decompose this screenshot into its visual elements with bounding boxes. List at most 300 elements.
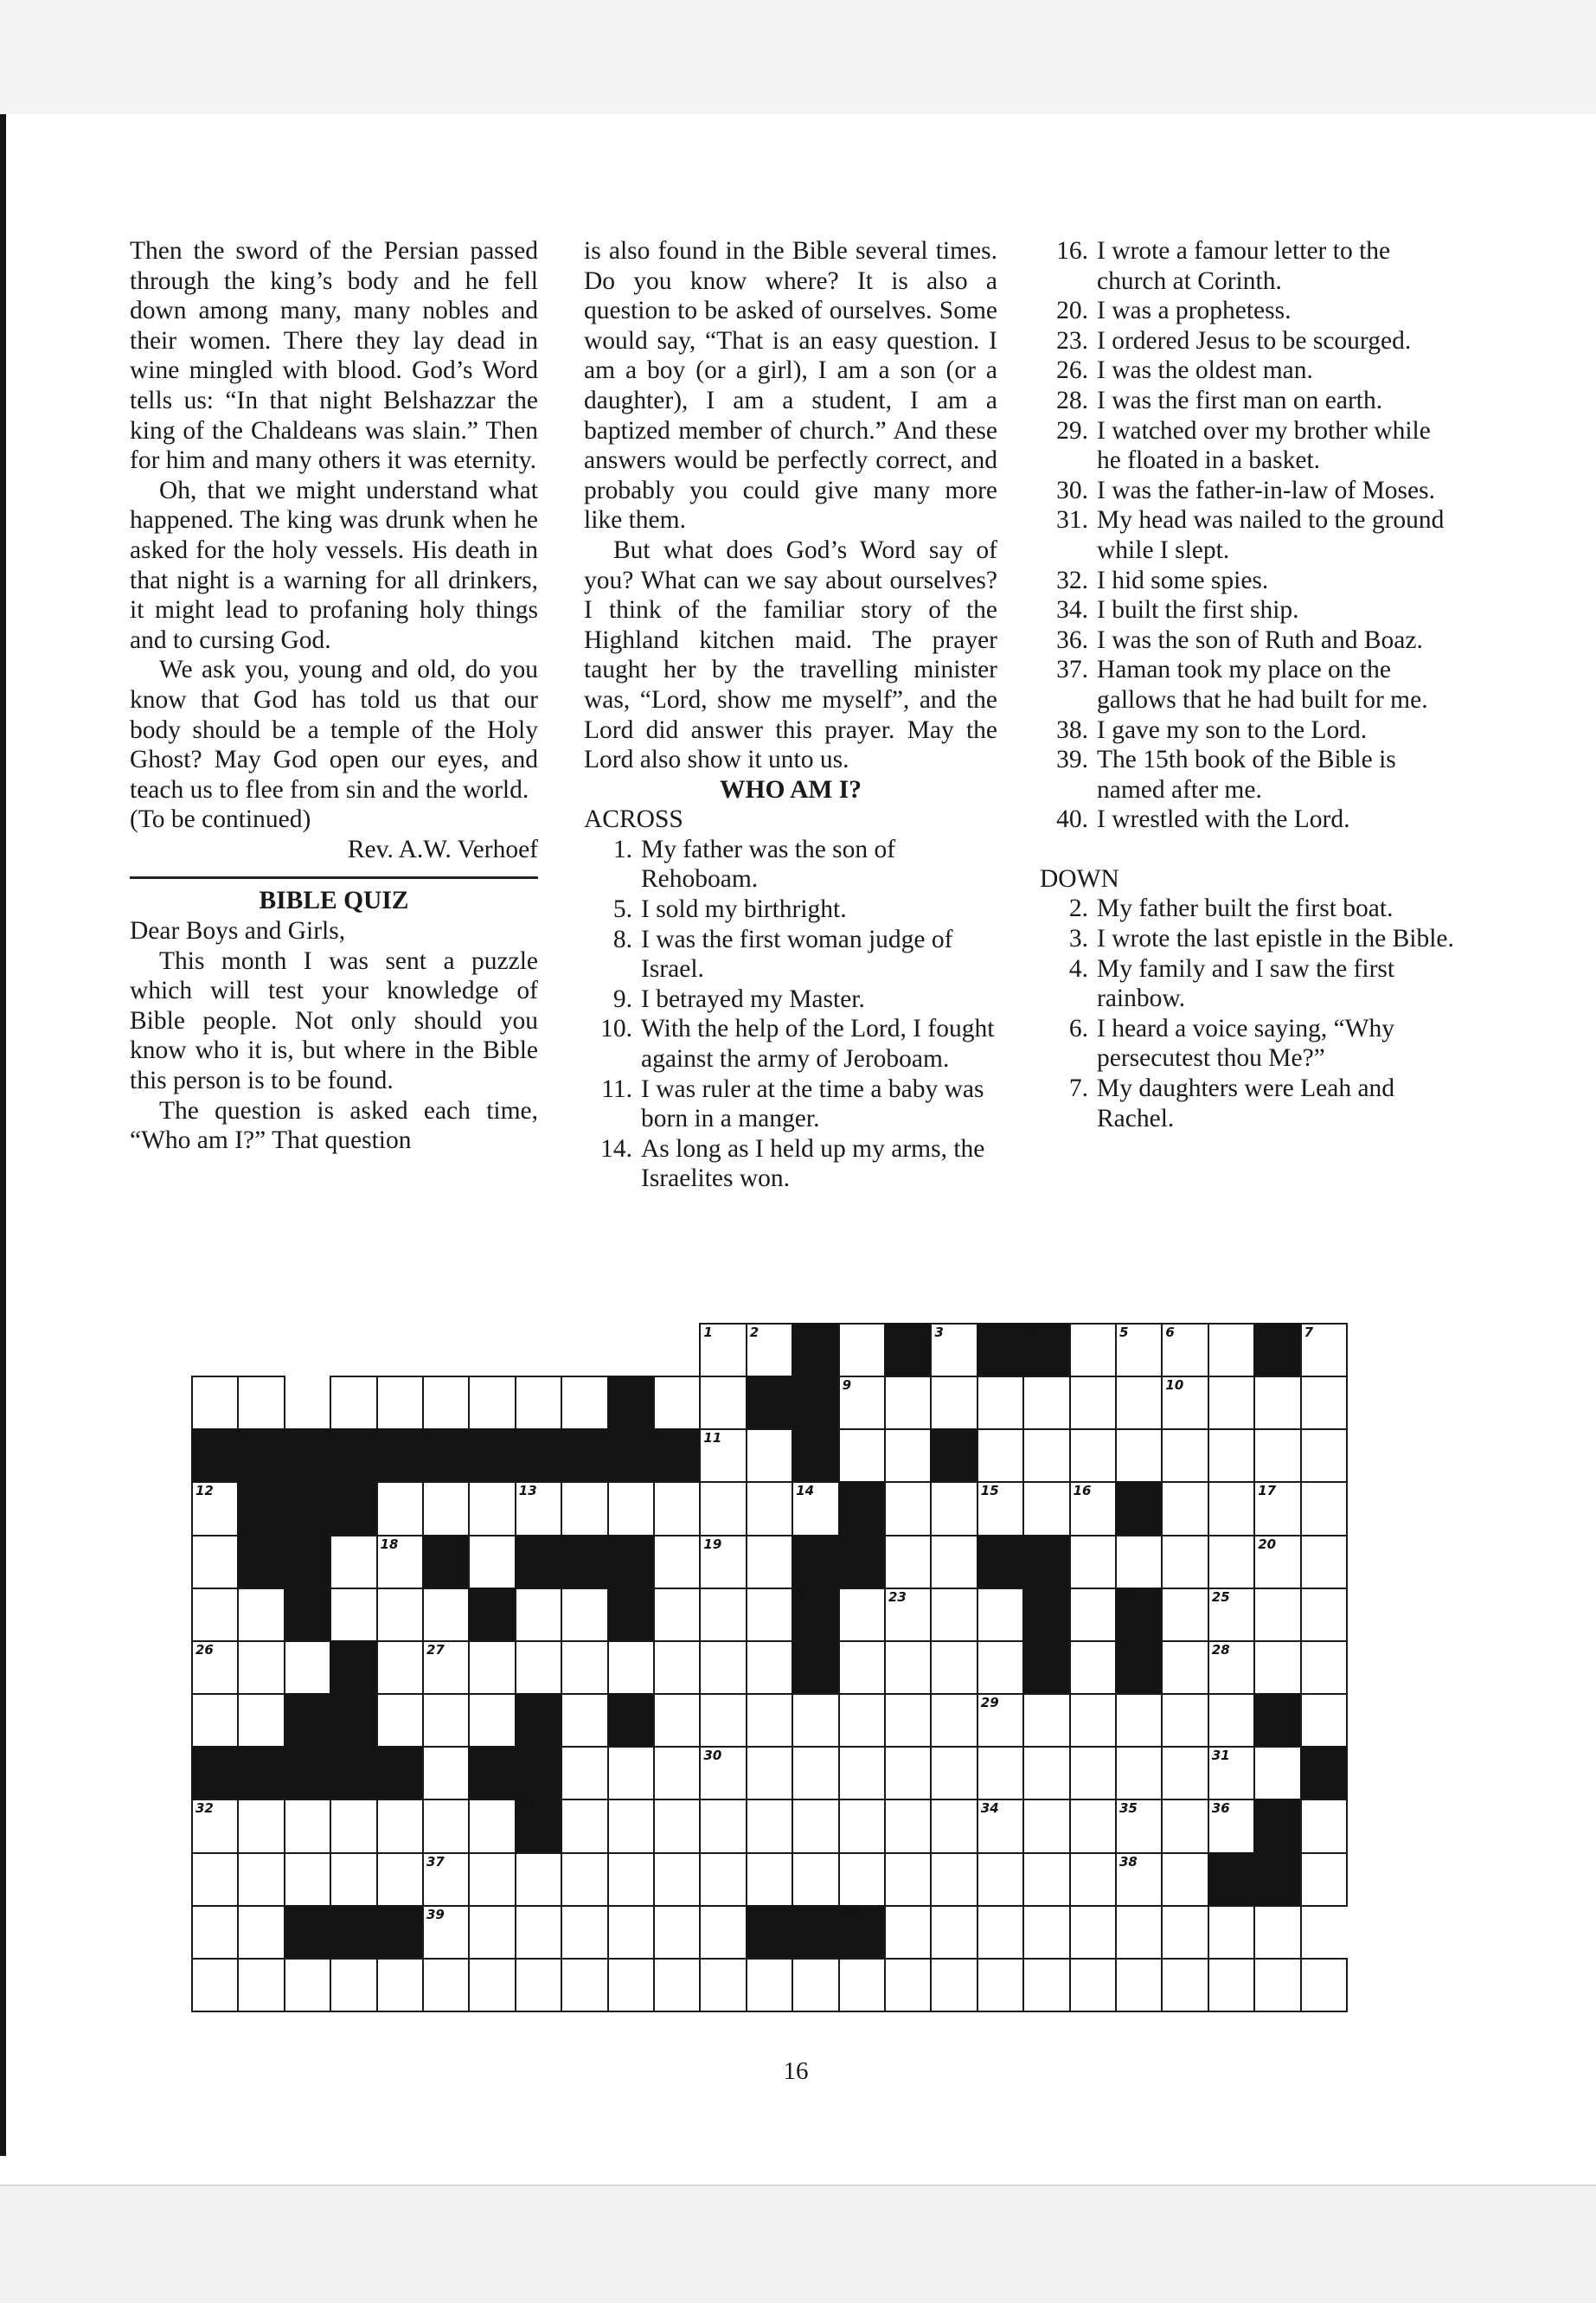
crossword-cell[interactable]	[237, 1588, 285, 1642]
crossword-cell[interactable]	[422, 1481, 470, 1536]
crossword-cell[interactable]	[607, 1958, 655, 2012]
clue-text: I betrayed my Master.	[641, 985, 865, 1013]
crossword-cell[interactable]	[561, 1693, 608, 1748]
crossword-cell[interactable]	[422, 1958, 470, 2012]
crossword-cell[interactable]	[930, 1746, 977, 1800]
crossword-cell[interactable]	[653, 1640, 701, 1695]
crossword-cell[interactable]	[699, 1693, 747, 1748]
crossword-cell[interactable]	[930, 1640, 977, 1695]
crossword-cell[interactable]	[1253, 1481, 1301, 1536]
crossword-cell[interactable]	[884, 1376, 932, 1430]
crossword-cell[interactable]	[1022, 1693, 1070, 1748]
crossword-cell[interactable]	[561, 1958, 608, 2012]
crossword-cell[interactable]	[792, 1852, 839, 1907]
clue-text: I watched over my brother while he floated in a basket.	[1097, 416, 1431, 475]
crossword-cell[interactable]	[376, 1958, 424, 2012]
crossword-cell[interactable]	[422, 1376, 470, 1430]
crossword-cell[interactable]	[561, 1799, 608, 1853]
crossword-block	[468, 1588, 516, 1642]
cell-number: 1	[703, 1325, 713, 1340]
crossword-cell[interactable]	[653, 1905, 701, 1960]
crossword-cell[interactable]	[1022, 1958, 1070, 2012]
crossword-block	[607, 1535, 655, 1589]
cell-number: 6	[1165, 1325, 1175, 1340]
crossword-cell[interactable]	[699, 1588, 747, 1642]
crossword-cell[interactable]	[422, 1852, 470, 1907]
crossword-cell[interactable]	[422, 1799, 470, 1853]
crossword-cell[interactable]	[1208, 1323, 1255, 1377]
crossword-cell[interactable]	[838, 1746, 886, 1800]
crossword-cell[interactable]	[191, 1535, 239, 1589]
crossword-cell[interactable]	[515, 1376, 562, 1430]
crossword-cell[interactable]	[284, 1799, 331, 1853]
article-author: Rev. A.W. Verhoef	[347, 835, 538, 863]
crossword-cell[interactable]	[607, 1640, 655, 1695]
crossword-cell[interactable]	[1022, 1799, 1070, 1853]
crossword-cell[interactable]	[1253, 1535, 1301, 1589]
clue-number: 36.	[1056, 625, 1088, 654]
crossword-cell[interactable]	[838, 1693, 886, 1748]
crossword-cell[interactable]	[1022, 1905, 1070, 1960]
crossword-block	[422, 1535, 470, 1589]
crossword-cell[interactable]	[515, 1905, 562, 1960]
crossword-cell[interactable]	[699, 1640, 747, 1695]
crossword-cell[interactable]	[699, 1428, 747, 1483]
crossword-cell[interactable]	[1300, 1852, 1348, 1907]
crossword-cell[interactable]	[977, 1588, 1024, 1642]
crossword-cell[interactable]	[330, 1852, 377, 1907]
clue-text: The 15th book of the Bible is named after me.	[1097, 746, 1396, 804]
crossword-block	[607, 1588, 655, 1642]
crossword-cell[interactable]	[284, 1958, 331, 2012]
crossword-cell[interactable]	[376, 1852, 424, 1907]
crossword-cell[interactable]	[422, 1640, 470, 1695]
cell-number: 36	[1211, 1800, 1230, 1817]
crossword-cell[interactable]	[468, 1481, 516, 1536]
crossword-cell[interactable]	[653, 1376, 701, 1430]
crossword-block	[792, 1640, 839, 1695]
crossword-cell[interactable]	[468, 1693, 516, 1748]
crossword-cell[interactable]	[1300, 1323, 1348, 1377]
crossword-cell[interactable]	[1069, 1746, 1117, 1800]
crossword-cell[interactable]	[977, 1799, 1024, 1853]
crossword-cell[interactable]	[653, 1535, 701, 1589]
crossword-cell[interactable]	[653, 1588, 701, 1642]
crossword-cell[interactable]	[746, 1640, 793, 1695]
crossword-cell[interactable]	[1161, 1852, 1208, 1907]
crossword-block	[515, 1535, 562, 1589]
crossword-cell[interactable]	[699, 1905, 747, 1960]
crossword-cell[interactable]	[330, 1588, 377, 1642]
cell-number: 29	[980, 1695, 999, 1711]
crossword-cell[interactable]	[1022, 1746, 1070, 1800]
crossword-cell[interactable]	[1208, 1376, 1255, 1430]
crossword-cell[interactable]	[376, 1640, 424, 1695]
cell-number: 33	[516, 1799, 535, 1815]
column-1	[130, 236, 538, 1156]
crossword-block	[838, 1535, 886, 1589]
crossword-cell[interactable]	[1208, 1535, 1255, 1589]
crossword-cell[interactable]	[699, 1799, 747, 1853]
clue-item	[1040, 476, 1461, 506]
crossword-cell[interactable]	[191, 1693, 239, 1748]
crossword-cell[interactable]	[653, 1746, 701, 1800]
clue-item	[1040, 236, 1461, 296]
crossword-cell[interactable]	[1161, 1958, 1208, 2012]
clue-number: 38.	[1056, 715, 1088, 744]
crossword-cell[interactable]	[1115, 1376, 1163, 1430]
crossword-cell[interactable]	[838, 1376, 886, 1430]
crossword-cell[interactable]	[1253, 1376, 1301, 1430]
crossword-cell[interactable]	[746, 1481, 793, 1536]
crossword-cell[interactable]	[191, 1640, 239, 1695]
crossword-cell[interactable]	[1115, 1693, 1163, 1748]
crossword-cell[interactable]	[1300, 1693, 1348, 1748]
clue-text: I was the father-in-law of Moses.	[1097, 476, 1435, 504]
crossword-cell[interactable]	[1115, 1428, 1163, 1483]
crossword-cell[interactable]	[191, 1905, 239, 1960]
crossword-cell[interactable]	[884, 1640, 932, 1695]
crossword-cell[interactable]	[653, 1852, 701, 1907]
crossword-cell[interactable]	[746, 1746, 793, 1800]
crossword-block	[884, 1323, 932, 1377]
crossword-cell[interactable]	[746, 1535, 793, 1589]
crossword-block	[746, 1905, 793, 1960]
crossword-cell[interactable]	[653, 1958, 701, 2012]
crossword-cell[interactable]	[792, 1746, 839, 1800]
crossword-cell[interactable]	[977, 1958, 1024, 2012]
crossword-cell[interactable]	[1161, 1376, 1208, 1430]
crossword-cell[interactable]	[1208, 1693, 1255, 1748]
crossword-cell[interactable]	[1253, 1588, 1301, 1642]
crossword-cell[interactable]	[468, 1640, 516, 1695]
crossword-cell[interactable]	[884, 1746, 932, 1800]
crossword-cell[interactable]	[977, 1905, 1024, 1960]
cell-number: 24	[1118, 1587, 1136, 1603]
crossword-cell[interactable]	[1069, 1852, 1117, 1907]
crossword-cell[interactable]	[607, 1905, 655, 1960]
crossword-cell[interactable]	[1300, 1376, 1348, 1430]
crossword-cell[interactable]	[561, 1746, 608, 1800]
crossword-cell[interactable]	[977, 1693, 1024, 1748]
crossword-cell[interactable]	[561, 1588, 608, 1642]
crossword-cell[interactable]	[1300, 1428, 1348, 1483]
crossword-cell[interactable]	[468, 1535, 516, 1589]
clue-item	[584, 925, 997, 985]
crossword-cell[interactable]	[607, 1799, 655, 1853]
crossword-cell[interactable]	[884, 1799, 932, 1853]
crossword-cell[interactable]	[1161, 1535, 1208, 1589]
crossword-cell[interactable]	[515, 1481, 562, 1536]
clue-number: 11.	[601, 1075, 632, 1103]
crossword-cell[interactable]	[1069, 1428, 1117, 1483]
crossword-cell[interactable]	[1208, 1640, 1255, 1695]
crossword-cell[interactable]	[792, 1958, 839, 2012]
crossword-cell[interactable]	[699, 1746, 747, 1800]
crossword-cell[interactable]	[1208, 1481, 1255, 1536]
crossword-cell[interactable]	[376, 1588, 424, 1642]
cell-number: 37	[426, 1853, 445, 1870]
clue-item	[584, 1134, 997, 1194]
crossword-cell[interactable]	[792, 1799, 839, 1853]
crossword-cell[interactable]	[746, 1693, 793, 1748]
crossword-cell[interactable]	[468, 1799, 516, 1853]
crossword-cell[interactable]	[1161, 1588, 1208, 1642]
crossword-cell[interactable]	[1161, 1799, 1208, 1853]
crossword-cell[interactable]	[1161, 1323, 1208, 1377]
crossword-block	[468, 1746, 516, 1800]
crossword-cell[interactable]	[422, 1693, 470, 1748]
crossword-cell[interactable]	[1022, 1852, 1070, 1907]
clue-item	[1040, 745, 1461, 805]
crossword-cell[interactable]	[930, 1481, 977, 1536]
crossword-cell[interactable]	[330, 1799, 377, 1853]
crossword-cell[interactable]	[1069, 1481, 1117, 1536]
crossword-cell[interactable]	[191, 1799, 239, 1853]
crossword-cell[interactable]	[1208, 1746, 1255, 1800]
crossword-cell[interactable]	[1069, 1376, 1117, 1430]
crossword-cell[interactable]	[1069, 1693, 1117, 1748]
crossword-cell[interactable]	[1208, 1905, 1255, 1960]
crossword-cell[interactable]	[1069, 1535, 1117, 1589]
crossword-cell[interactable]	[1300, 1799, 1348, 1853]
crossword-cell[interactable]	[1069, 1588, 1117, 1642]
crossword-cell[interactable]	[1253, 1428, 1301, 1483]
crossword-block	[1208, 1852, 1255, 1907]
crossword-cell[interactable]	[930, 1693, 977, 1748]
crossword-block	[468, 1428, 516, 1483]
crossword-cell[interactable]	[1161, 1481, 1208, 1536]
crossword-cell[interactable]	[699, 1376, 747, 1430]
crossword-cell[interactable]	[977, 1428, 1024, 1483]
crossword-cell[interactable]	[746, 1428, 793, 1483]
crossword-cell[interactable]	[1115, 1323, 1163, 1377]
crossword-cell[interactable]	[884, 1588, 932, 1642]
crossword-cell[interactable]	[607, 1746, 655, 1800]
crossword-cell[interactable]	[1253, 1746, 1301, 1800]
crossword-cell[interactable]	[284, 1640, 331, 1695]
crossword-cell[interactable]	[930, 1799, 977, 1853]
crossword-cell[interactable]	[1253, 1958, 1301, 2012]
crossword-cell[interactable]	[838, 1640, 886, 1695]
crossword-cell[interactable]	[1161, 1640, 1208, 1695]
crossword-cell[interactable]	[515, 1588, 562, 1642]
crossword-cell[interactable]	[422, 1588, 470, 1642]
crossword-cell[interactable]	[699, 1852, 747, 1907]
crossword-cell[interactable]	[237, 1905, 285, 1960]
crossword-cell[interactable]	[376, 1693, 424, 1748]
crossword-cell[interactable]	[515, 1958, 562, 2012]
crossword-cell[interactable]	[1069, 1323, 1117, 1377]
crossword-cell[interactable]	[1115, 1799, 1163, 1853]
crossword-cell[interactable]	[1300, 1958, 1348, 2012]
crossword-cell[interactable]	[1253, 1905, 1301, 1960]
crossword-cell[interactable]	[930, 1905, 977, 1960]
crossword-cell[interactable]	[330, 1535, 377, 1589]
crossword-cell[interactable]	[330, 1958, 377, 2012]
crossword-block	[284, 1481, 331, 1536]
crossword-cell[interactable]	[977, 1640, 1024, 1695]
crossword-cell[interactable]	[653, 1481, 701, 1536]
crossword-cell[interactable]	[237, 1640, 285, 1695]
crossword-cell[interactable]	[468, 1852, 516, 1907]
crossword-cell[interactable]	[1022, 1481, 1070, 1536]
crossword-block	[1022, 1535, 1070, 1589]
clue-number: 3.	[1068, 925, 1088, 953]
crossword-cell[interactable]	[422, 1905, 470, 1960]
crossword-block	[792, 1905, 839, 1960]
crossword-cell[interactable]	[607, 1481, 655, 1536]
crossword-cell[interactable]	[884, 1852, 932, 1907]
crossword-cell[interactable]	[1161, 1428, 1208, 1483]
crossword-cell[interactable]	[699, 1323, 747, 1377]
crossword-cell[interactable]	[746, 1958, 793, 2012]
crossword-cell[interactable]	[930, 1852, 977, 1907]
cell-number: 2	[749, 1325, 760, 1340]
down-label: DOWN	[1040, 864, 1119, 893]
crossword-cell[interactable]	[1208, 1428, 1255, 1483]
crossword-cell[interactable]	[1300, 1640, 1348, 1695]
crossword-cell[interactable]	[1069, 1905, 1117, 1960]
crossword-cell[interactable]	[191, 1958, 239, 2012]
crossword-cell[interactable]	[653, 1693, 701, 1748]
crossword-cell[interactable]	[699, 1535, 747, 1589]
crossword-cell[interactable]	[607, 1852, 655, 1907]
clue-number: 2.	[1068, 895, 1088, 923]
crossword-cell[interactable]	[561, 1852, 608, 1907]
crossword-cell[interactable]	[191, 1481, 239, 1536]
crossword-cell[interactable]	[1253, 1640, 1301, 1695]
cell-number: 40	[840, 1904, 859, 1921]
cell-number: 25	[1211, 1588, 1230, 1605]
crossword-cell[interactable]	[792, 1693, 839, 1748]
crossword-cell[interactable]	[468, 1905, 516, 1960]
crossword-cell[interactable]	[376, 1535, 424, 1589]
crossword-cell[interactable]	[792, 1481, 839, 1536]
crossword-cell[interactable]	[838, 1588, 886, 1642]
crossword-cell[interactable]	[1300, 1481, 1348, 1536]
crossword-cell[interactable]	[746, 1588, 793, 1642]
crossword-cell[interactable]	[1208, 1588, 1255, 1642]
crossword-cell[interactable]	[1022, 1428, 1070, 1483]
crossword-cell[interactable]	[330, 1376, 377, 1430]
crossword-cell[interactable]	[838, 1428, 886, 1483]
crossword-cell[interactable]	[237, 1693, 285, 1748]
crossword-cell[interactable]	[191, 1376, 239, 1430]
crossword-cell[interactable]	[422, 1746, 470, 1800]
cell-number: 17	[1258, 1483, 1277, 1499]
clue-number: 10.	[600, 1015, 632, 1043]
crossword-cell[interactable]	[515, 1852, 562, 1907]
article-paragraph: Then the sword of the Persian passed through the king’s body and he fell down among many, many nobles and their women. There they lay dead in wine mingled with blood. God’s Word tells us: “In that night Belshazzar the king of the Chaldeans was slain.” Then for him and many others it was eternity.	[130, 237, 538, 475]
crossword-cell[interactable]	[1208, 1958, 1255, 2012]
clue-number: 23.	[1056, 326, 1088, 355]
crossword-cell[interactable]	[561, 1481, 608, 1536]
scan-bottom-margin	[0, 2184, 1596, 2303]
crossword-cell[interactable]	[977, 1481, 1024, 1536]
crossword-cell[interactable]	[884, 1958, 932, 2012]
crossword-cell[interactable]	[977, 1376, 1024, 1430]
crossword-cell[interactable]	[699, 1481, 747, 1536]
across-label: ACROSS	[584, 805, 683, 834]
crossword-cell[interactable]	[237, 1852, 285, 1907]
crossword-block	[1115, 1588, 1163, 1642]
crossword-cell[interactable]	[930, 1323, 977, 1377]
crossword-cell[interactable]	[1115, 1852, 1163, 1907]
crossword-cell[interactable]	[930, 1588, 977, 1642]
crossword-cell[interactable]	[884, 1905, 932, 1960]
crossword-cell[interactable]	[884, 1428, 932, 1483]
crossword-cell[interactable]	[884, 1481, 932, 1536]
crossword-cell[interactable]	[237, 1376, 285, 1430]
crossword-cell[interactable]	[653, 1799, 701, 1853]
cell-number: 4	[1025, 1323, 1035, 1338]
crossword-cell[interactable]	[838, 1852, 886, 1907]
crossword-cell[interactable]	[746, 1323, 793, 1377]
crossword-cell[interactable]	[1161, 1746, 1208, 1800]
crossword-cell[interactable]	[561, 1905, 608, 1960]
crossword-cell[interactable]	[237, 1799, 285, 1853]
crossword-cell[interactable]	[746, 1852, 793, 1907]
crossword-cell[interactable]	[1161, 1905, 1208, 1960]
crossword-cell[interactable]	[884, 1693, 932, 1748]
crossword-cell[interactable]	[884, 1535, 932, 1589]
crossword-cell[interactable]	[561, 1640, 608, 1695]
crossword-cell[interactable]	[376, 1376, 424, 1430]
crossword-cell[interactable]	[1115, 1746, 1163, 1800]
crossword-cell[interactable]	[930, 1535, 977, 1589]
crossword-cell[interactable]	[237, 1958, 285, 2012]
crossword-block	[376, 1746, 424, 1800]
clue-text: I was the first man on earth.	[1097, 386, 1383, 414]
crossword-cell[interactable]	[977, 1852, 1024, 1907]
crossword-cell[interactable]	[930, 1376, 977, 1430]
crossword-cell[interactable]	[977, 1746, 1024, 1800]
crossword-cell[interactable]	[838, 1799, 886, 1853]
crossword-cell[interactable]	[1022, 1376, 1070, 1430]
crossword-cell[interactable]	[1115, 1958, 1163, 2012]
crossword-cell[interactable]	[1161, 1693, 1208, 1748]
crossword-cell[interactable]	[561, 1376, 608, 1430]
crossword-cell[interactable]	[838, 1323, 886, 1377]
crossword-cell[interactable]	[838, 1958, 886, 2012]
crossword-cell[interactable]	[468, 1376, 516, 1430]
crossword-cell[interactable]	[930, 1958, 977, 2012]
crossword-cell[interactable]	[376, 1799, 424, 1853]
clue-number: 32.	[1056, 566, 1088, 594]
crossword-cell[interactable]	[468, 1958, 516, 2012]
crossword-block	[792, 1535, 839, 1589]
crossword-cell[interactable]	[699, 1958, 747, 2012]
crossword-cell[interactable]	[746, 1799, 793, 1853]
crossword-cell[interactable]	[191, 1588, 239, 1642]
clue-item	[1040, 296, 1461, 326]
crossword-cell[interactable]	[1300, 1535, 1348, 1589]
crossword-cell[interactable]	[191, 1852, 239, 1907]
crossword-cell[interactable]	[1069, 1640, 1117, 1695]
crossword-cell[interactable]	[376, 1481, 424, 1536]
crossword-block	[607, 1376, 655, 1430]
crossword-cell[interactable]	[1069, 1958, 1117, 2012]
crossword-cell[interactable]	[1115, 1905, 1163, 1960]
crossword-cell[interactable]	[1300, 1588, 1348, 1642]
crossword-cell[interactable]	[1069, 1799, 1117, 1853]
crossword-cell[interactable]	[515, 1640, 562, 1695]
crossword-cell[interactable]	[284, 1852, 331, 1907]
crossword-cell[interactable]	[1208, 1799, 1255, 1853]
crossword-block	[1022, 1588, 1070, 1642]
crossword-cell[interactable]	[1115, 1535, 1163, 1589]
